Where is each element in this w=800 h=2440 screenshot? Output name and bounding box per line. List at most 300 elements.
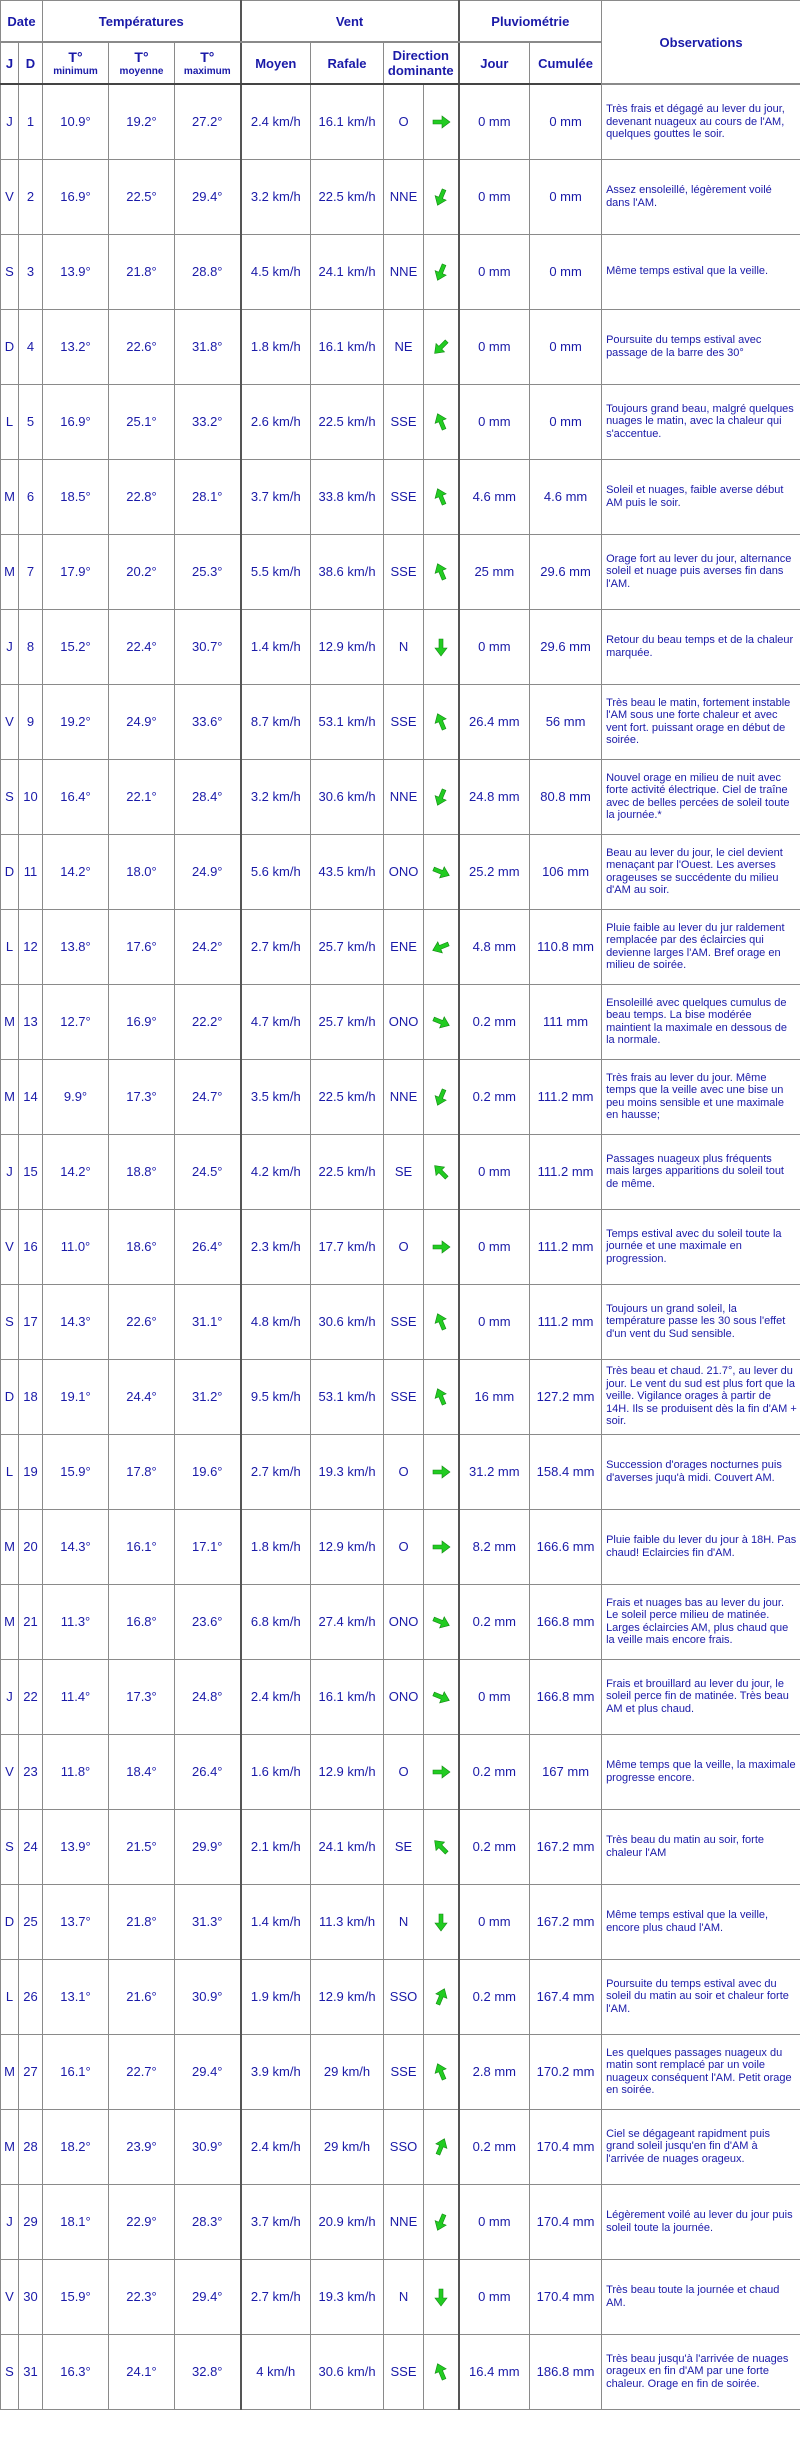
- tmin-cell: 13.9°: [43, 234, 109, 309]
- wind-gust-cell: 43.5 km/h: [311, 834, 384, 909]
- wind-dir-cell: SSE: [384, 459, 424, 534]
- observation-cell: Retour du beau temps et de la chaleur marquée.: [602, 609, 800, 684]
- rain-day-cell: 0 mm: [459, 1209, 530, 1284]
- day-number-cell: 4: [19, 309, 43, 384]
- wind-dir-cell: O: [384, 1734, 424, 1809]
- wind-dir-cell: SSE: [384, 1359, 424, 1434]
- wind-avg-cell: 2.4 km/h: [241, 1659, 311, 1734]
- tmoy-cell: 22.4°: [109, 609, 175, 684]
- wind-gust-cell: 25.7 km/h: [311, 984, 384, 1059]
- tmoy-cell: 22.8°: [109, 459, 175, 534]
- wind-arrow-cell: [424, 309, 459, 384]
- wind-gust-cell: 20.9 km/h: [311, 2184, 384, 2259]
- header-moyen: Moyen: [241, 42, 311, 84]
- day-of-week-cell: V: [1, 684, 19, 759]
- wind-arrow-cell: [424, 1884, 459, 1959]
- wind-avg-cell: 6.8 km/h: [241, 1584, 311, 1659]
- wind-avg-cell: 9.5 km/h: [241, 1359, 311, 1434]
- rain-cumul-cell: 167 mm: [530, 1734, 602, 1809]
- tmax-cell: 29.4°: [175, 159, 241, 234]
- wind-dir-cell: SE: [384, 1809, 424, 1884]
- tmax-cell: 24.5°: [175, 1134, 241, 1209]
- tmin-cell: 13.2°: [43, 309, 109, 384]
- header-vent: Vent: [241, 1, 459, 43]
- observation-cell: Pluie faible au lever du jur raldement remplacée par des éclaircies qui devienne larges l'AM. Bref orage en milieu de soirée.: [602, 909, 800, 984]
- tmin-cell: 18.1°: [43, 2184, 109, 2259]
- table-row: [1, 84, 800, 159]
- day-number-cell: 28: [19, 2109, 43, 2184]
- wind-arrow-cell: [424, 534, 459, 609]
- wind-arrow-icon: [431, 1387, 451, 1407]
- table-row: [1, 1059, 800, 1134]
- wind-dir-cell: SSE: [384, 2334, 424, 2409]
- observation-cell: Pluie faible du lever du jour à 18H. Pas chaud! Eclaircies fin d'AM.: [602, 1509, 800, 1584]
- rain-day-cell: 0.2 mm: [459, 1584, 530, 1659]
- tmin-cell: 12.7°: [43, 984, 109, 1059]
- wind-arrow-cell: [424, 684, 459, 759]
- rain-day-cell: 0 mm: [459, 1884, 530, 1959]
- table-row: [1, 1284, 800, 1359]
- table-row: [1, 1659, 800, 1734]
- tmoy-cell: 16.8°: [109, 1584, 175, 1659]
- day-of-week-cell: L: [1, 384, 19, 459]
- wind-gust-cell: 38.6 km/h: [311, 534, 384, 609]
- wind-avg-cell: 3.9 km/h: [241, 2034, 311, 2109]
- day-of-week-cell: M: [1, 1059, 19, 1134]
- wind-dir-cell: NNE: [384, 759, 424, 834]
- wind-arrow-icon: [431, 1612, 451, 1632]
- day-of-week-cell: S: [1, 1284, 19, 1359]
- header-temperatures: Températures: [43, 1, 241, 43]
- rain-cumul-cell: 170.4 mm: [530, 2109, 602, 2184]
- tmax-cell: 28.1°: [175, 459, 241, 534]
- wind-dir-cell: ONO: [384, 1584, 424, 1659]
- tmax-cell: 26.4°: [175, 1734, 241, 1809]
- rain-day-cell: 2.8 mm: [459, 2034, 530, 2109]
- header-rafale: Rafale: [311, 42, 384, 84]
- rain-day-cell: 8.2 mm: [459, 1509, 530, 1584]
- day-of-week-cell: S: [1, 1809, 19, 1884]
- tmoy-cell: 21.5°: [109, 1809, 175, 1884]
- day-of-week-cell: S: [1, 2334, 19, 2409]
- header-jour-semaine: J: [1, 42, 19, 84]
- wind-dir-cell: NE: [384, 309, 424, 384]
- wind-dir-cell: SSO: [384, 2109, 424, 2184]
- wind-avg-cell: 2.6 km/h: [241, 384, 311, 459]
- rain-cumul-cell: 0 mm: [530, 384, 602, 459]
- wind-arrow-cell: [424, 609, 459, 684]
- tmin-cell: 18.5°: [43, 459, 109, 534]
- rain-cumul-cell: 127.2 mm: [530, 1359, 602, 1434]
- day-of-week-cell: M: [1, 1509, 19, 1584]
- wind-arrow-cell: [424, 1134, 459, 1209]
- rain-day-cell: 0.2 mm: [459, 1059, 530, 1134]
- tmin-cell: 15.9°: [43, 2259, 109, 2334]
- observation-cell: Passages nuageux plus fréquents mais larges apparitions du soleil tout de même.: [602, 1134, 800, 1209]
- day-number-cell: 12: [19, 909, 43, 984]
- day-number-cell: 6: [19, 459, 43, 534]
- observation-cell: Succession d'orages nocturnes puis d'averses juqu'à midi. Couvert AM.: [602, 1434, 800, 1509]
- observation-cell: Poursuite du temps estival avec passage de la barre des 30°: [602, 309, 800, 384]
- tmoy-cell: 19.2°: [109, 84, 175, 159]
- wind-dir-cell: O: [384, 1209, 424, 1284]
- tmax-cell: 24.9°: [175, 834, 241, 909]
- table-row: [1, 309, 800, 384]
- rain-cumul-cell: 29.6 mm: [530, 534, 602, 609]
- rain-day-cell: 24.8 mm: [459, 759, 530, 834]
- tmax-cell: 31.3°: [175, 1884, 241, 1959]
- wind-gust-cell: 16.1 km/h: [311, 1659, 384, 1734]
- tmoy-cell: 25.1°: [109, 384, 175, 459]
- wind-dir-cell: NNE: [384, 159, 424, 234]
- wind-arrow-icon: [431, 2062, 451, 2082]
- wind-avg-cell: 2.7 km/h: [241, 1434, 311, 1509]
- observation-cell: Très beau le matin, fortement instable l'AM sous une forte chaleur et avec vent fort. puissant orage en début de soirée.: [602, 684, 800, 759]
- tmax-cell: 19.6°: [175, 1434, 241, 1509]
- rain-cumul-cell: 167.4 mm: [530, 1959, 602, 2034]
- tmin-cell: 14.2°: [43, 834, 109, 909]
- tmin-cell: 11.0°: [43, 1209, 109, 1284]
- wind-arrow-icon: [431, 862, 451, 882]
- tmax-cell: 33.6°: [175, 684, 241, 759]
- wind-avg-cell: 4 km/h: [241, 2334, 311, 2409]
- rain-day-cell: 0.2 mm: [459, 1734, 530, 1809]
- tmoy-cell: 24.1°: [109, 2334, 175, 2409]
- rain-day-cell: 0 mm: [459, 2184, 530, 2259]
- tmax-cell: 22.2°: [175, 984, 241, 1059]
- rain-cumul-cell: 4.6 mm: [530, 459, 602, 534]
- wind-gust-cell: 22.5 km/h: [311, 159, 384, 234]
- header-pluviometrie: Pluviométrie: [459, 1, 602, 43]
- header-tmin: T° minimum: [43, 42, 109, 84]
- rain-day-cell: 25 mm: [459, 534, 530, 609]
- observation-cell: Très frais au lever du jour. Même temps que la veille avec une bise un peu moins sensible et une maximale en hausse;: [602, 1059, 800, 1134]
- header-pluie-cumulee: Cumulée: [530, 42, 602, 84]
- wind-avg-cell: 4.7 km/h: [241, 984, 311, 1059]
- wind-dir-cell: O: [384, 1434, 424, 1509]
- rain-day-cell: 0.2 mm: [459, 1959, 530, 2034]
- wind-dir-cell: SSE: [384, 684, 424, 759]
- observation-cell: Frais et brouillard au lever du jour, le soleil perce fin de matinée. Très beau AM et plus chaud.: [602, 1659, 800, 1734]
- tmoy-cell: 20.2°: [109, 534, 175, 609]
- wind-avg-cell: 4.5 km/h: [241, 234, 311, 309]
- day-of-week-cell: M: [1, 984, 19, 1059]
- rain-cumul-cell: 111.2 mm: [530, 1284, 602, 1359]
- day-number-cell: 22: [19, 1659, 43, 1734]
- wind-arrow-icon: [431, 487, 451, 507]
- table-row: [1, 234, 800, 309]
- rain-cumul-cell: 158.4 mm: [530, 1434, 602, 1509]
- tmax-cell: 31.1°: [175, 1284, 241, 1359]
- header-tmoy: T° moyenne: [109, 42, 175, 84]
- table-row: [1, 2034, 800, 2109]
- wind-arrow-icon: [431, 1537, 451, 1557]
- tmin-cell: 19.1°: [43, 1359, 109, 1434]
- wind-gust-cell: 16.1 km/h: [311, 84, 384, 159]
- wind-avg-cell: 1.8 km/h: [241, 1509, 311, 1584]
- rain-cumul-cell: 186.8 mm: [530, 2334, 602, 2409]
- wind-gust-cell: 30.6 km/h: [311, 759, 384, 834]
- day-number-cell: 19: [19, 1434, 43, 1509]
- wind-arrow-icon: [431, 2362, 451, 2382]
- tmoy-cell: 22.6°: [109, 1284, 175, 1359]
- wind-arrow-icon: [431, 1162, 451, 1182]
- tmax-cell: 31.2°: [175, 1359, 241, 1434]
- wind-avg-cell: 2.4 km/h: [241, 84, 311, 159]
- tmin-cell: 10.9°: [43, 84, 109, 159]
- wind-dir-cell: O: [384, 84, 424, 159]
- wind-gust-cell: 17.7 km/h: [311, 1209, 384, 1284]
- rain-cumul-cell: 170.4 mm: [530, 2184, 602, 2259]
- tmin-cell: 11.3°: [43, 1584, 109, 1659]
- rain-cumul-cell: 166.8 mm: [530, 1584, 602, 1659]
- table-row: [1, 534, 800, 609]
- tmoy-cell: 17.6°: [109, 909, 175, 984]
- tmax-cell: 27.2°: [175, 84, 241, 159]
- tmin-cell: 16.3°: [43, 2334, 109, 2409]
- tmoy-cell: 18.8°: [109, 1134, 175, 1209]
- tmin-cell: 14.3°: [43, 1284, 109, 1359]
- rain-cumul-cell: 0 mm: [530, 234, 602, 309]
- table-row: [1, 759, 800, 834]
- wind-gust-cell: 24.1 km/h: [311, 234, 384, 309]
- wind-arrow-cell: [424, 1659, 459, 1734]
- wind-arrow-cell: [424, 834, 459, 909]
- wind-arrow-cell: [424, 384, 459, 459]
- wind-avg-cell: 8.7 km/h: [241, 684, 311, 759]
- rain-day-cell: 0 mm: [459, 384, 530, 459]
- day-number-cell: 23: [19, 1734, 43, 1809]
- tmoy-cell: 21.6°: [109, 1959, 175, 2034]
- day-of-week-cell: V: [1, 1209, 19, 1284]
- day-number-cell: 30: [19, 2259, 43, 2334]
- day-of-week-cell: L: [1, 1434, 19, 1509]
- day-number-cell: 7: [19, 534, 43, 609]
- wind-arrow-icon: [431, 1837, 451, 1857]
- wind-gust-cell: 33.8 km/h: [311, 459, 384, 534]
- day-of-week-cell: V: [1, 159, 19, 234]
- day-number-cell: 16: [19, 1209, 43, 1284]
- tmoy-cell: 22.1°: [109, 759, 175, 834]
- wind-arrow-cell: [424, 2034, 459, 2109]
- wind-avg-cell: 4.8 km/h: [241, 1284, 311, 1359]
- tmin-cell: 17.9°: [43, 534, 109, 609]
- rain-day-cell: 0.2 mm: [459, 984, 530, 1059]
- day-of-week-cell: V: [1, 2259, 19, 2334]
- day-number-cell: 9: [19, 684, 43, 759]
- rain-cumul-cell: 111.2 mm: [530, 1059, 602, 1134]
- tmax-cell: 28.8°: [175, 234, 241, 309]
- wind-arrow-icon: [431, 1687, 451, 1707]
- wind-arrow-icon: [431, 2137, 451, 2157]
- day-of-week-cell: L: [1, 909, 19, 984]
- day-of-week-cell: D: [1, 834, 19, 909]
- day-number-cell: 26: [19, 1959, 43, 2034]
- tmin-cell: 9.9°: [43, 1059, 109, 1134]
- header-observations: Observations: [602, 1, 800, 85]
- wind-arrow-icon: [431, 112, 451, 132]
- wind-avg-cell: 5.5 km/h: [241, 534, 311, 609]
- wind-arrow-icon: [431, 1912, 451, 1932]
- tmoy-cell: 21.8°: [109, 1884, 175, 1959]
- day-number-cell: 21: [19, 1584, 43, 1659]
- rain-day-cell: 4.6 mm: [459, 459, 530, 534]
- wind-arrow-cell: [424, 2184, 459, 2259]
- observation-cell: Toujours un grand soleil, la température passe les 30 sous l'effet d'un vent du Sud sensible.: [602, 1284, 800, 1359]
- tmoy-cell: 22.7°: [109, 2034, 175, 2109]
- table-row: [1, 1134, 800, 1209]
- wind-arrow-icon: [431, 1012, 451, 1032]
- wind-arrow-cell: [424, 1809, 459, 1884]
- wind-avg-cell: 1.6 km/h: [241, 1734, 311, 1809]
- observation-cell: Très beau jusqu'à l'arrivée de nuages orageux en fin d'AM par une forte chaleur. Orage en fin de soirée.: [602, 2334, 800, 2409]
- observation-cell: Ciel se dégageant rapidment puis grand soleil jusqu'en fin d'AM à l'arrivée de nuages orageux.: [602, 2109, 800, 2184]
- day-number-cell: 25: [19, 1884, 43, 1959]
- tmin-cell: 11.8°: [43, 1734, 109, 1809]
- wind-arrow-icon: [431, 1762, 451, 1782]
- tmax-cell: 33.2°: [175, 384, 241, 459]
- rain-cumul-cell: 111 mm: [530, 984, 602, 1059]
- tmoy-cell: 17.3°: [109, 1659, 175, 1734]
- day-number-cell: 15: [19, 1134, 43, 1209]
- rain-day-cell: 26.4 mm: [459, 684, 530, 759]
- table-row: [1, 684, 800, 759]
- day-number-cell: 1: [19, 84, 43, 159]
- tmoy-cell: 22.9°: [109, 2184, 175, 2259]
- tmin-cell: 15.2°: [43, 609, 109, 684]
- table-row: [1, 1359, 800, 1434]
- wind-avg-cell: 5.6 km/h: [241, 834, 311, 909]
- tmin-cell: 18.2°: [43, 2109, 109, 2184]
- table-row: [1, 1584, 800, 1659]
- observation-cell: Beau au lever du jour, le ciel devient menaçant par l'Ouest. Les averses orageuses se succédente du milieu d'AM au soir.: [602, 834, 800, 909]
- tmin-cell: 16.4°: [43, 759, 109, 834]
- wind-arrow-icon: [431, 1462, 451, 1482]
- tmin-cell: 15.9°: [43, 1434, 109, 1509]
- wind-arrow-icon: [431, 712, 451, 732]
- wind-arrow-cell: [424, 1434, 459, 1509]
- tmin-cell: 11.4°: [43, 1659, 109, 1734]
- day-of-week-cell: J: [1, 2184, 19, 2259]
- wind-arrow-icon: [431, 1087, 451, 1107]
- wind-gust-cell: 30.6 km/h: [311, 2334, 384, 2409]
- header-pluie-jour: Jour: [459, 42, 530, 84]
- wind-arrow-cell: [424, 1284, 459, 1359]
- header-date: Date: [1, 1, 43, 43]
- observation-cell: Ensoleillé avec quelques cumulus de beau temps. La bise modérée maintient la maximale en dessous de la normale.: [602, 984, 800, 1059]
- day-of-week-cell: J: [1, 609, 19, 684]
- wind-dir-cell: N: [384, 1884, 424, 1959]
- observation-cell: Assez ensoleillé, légèrement voilé dans l'AM.: [602, 159, 800, 234]
- wind-arrow-icon: [431, 262, 451, 282]
- observation-cell: Même temps que la veille, la maximale progresse encore.: [602, 1734, 800, 1809]
- tmax-cell: 24.7°: [175, 1059, 241, 1134]
- rain-cumul-cell: 110.8 mm: [530, 909, 602, 984]
- tmoy-cell: 16.1°: [109, 1509, 175, 1584]
- rain-day-cell: 0 mm: [459, 1659, 530, 1734]
- wind-dir-cell: SE: [384, 1134, 424, 1209]
- day-of-week-cell: S: [1, 759, 19, 834]
- day-of-week-cell: J: [1, 1134, 19, 1209]
- wind-avg-cell: 3.2 km/h: [241, 759, 311, 834]
- tmax-cell: 30.9°: [175, 1959, 241, 2034]
- wind-avg-cell: 2.7 km/h: [241, 2259, 311, 2334]
- wind-arrow-icon: [431, 1987, 451, 2007]
- rain-day-cell: 0 mm: [459, 234, 530, 309]
- tmax-cell: 32.8°: [175, 2334, 241, 2409]
- wind-dir-cell: N: [384, 609, 424, 684]
- wind-gust-cell: 12.9 km/h: [311, 1509, 384, 1584]
- day-number-cell: 24: [19, 1809, 43, 1884]
- tmax-cell: 26.4°: [175, 1209, 241, 1284]
- header-direction: Direction dominante: [384, 42, 459, 84]
- table-body: [1, 84, 800, 2409]
- wind-dir-cell: ONO: [384, 984, 424, 1059]
- observation-cell: Très beau du matin au soir, forte chaleur l'AM: [602, 1809, 800, 1884]
- wind-dir-cell: SSE: [384, 1284, 424, 1359]
- tmax-cell: 25.3°: [175, 534, 241, 609]
- table-row: [1, 1434, 800, 1509]
- wind-gust-cell: 25.7 km/h: [311, 909, 384, 984]
- tmin-cell: 19.2°: [43, 684, 109, 759]
- wind-arrow-cell: [424, 1734, 459, 1809]
- wind-arrow-cell: [424, 84, 459, 159]
- tmoy-cell: 23.9°: [109, 2109, 175, 2184]
- wind-arrow-cell: [424, 2259, 459, 2334]
- tmoy-cell: 18.6°: [109, 1209, 175, 1284]
- tmoy-cell: 18.0°: [109, 834, 175, 909]
- tmax-cell: 29.9°: [175, 1809, 241, 1884]
- wind-arrow-cell: [424, 159, 459, 234]
- observation-cell: Nouvel orage en milieu de nuit avec forte activité électrique. Ciel de traîne avec de belles percées de soleil toute la journée.*: [602, 759, 800, 834]
- rain-cumul-cell: 56 mm: [530, 684, 602, 759]
- day-number-cell: 18: [19, 1359, 43, 1434]
- tmax-cell: 29.4°: [175, 2034, 241, 2109]
- rain-cumul-cell: 106 mm: [530, 834, 602, 909]
- rain-cumul-cell: 29.6 mm: [530, 609, 602, 684]
- wind-arrow-icon: [431, 412, 451, 432]
- observation-cell: Toujours grand beau, malgré quelques nuages le matin, avec la chaleur qui s'accentue.: [602, 384, 800, 459]
- tmax-cell: 31.8°: [175, 309, 241, 384]
- wind-arrow-cell: [424, 1209, 459, 1284]
- wind-gust-cell: 27.4 km/h: [311, 1584, 384, 1659]
- wind-gust-cell: 12.9 km/h: [311, 1734, 384, 1809]
- tmax-cell: 24.2°: [175, 909, 241, 984]
- rain-day-cell: 16.4 mm: [459, 2334, 530, 2409]
- wind-avg-cell: 1.8 km/h: [241, 309, 311, 384]
- observation-cell: Très frais et dégagé au lever du jour, devenant nuageux au cours de l'AM, quelques gouttes le soir.: [602, 84, 800, 159]
- wind-dir-cell: NNE: [384, 2184, 424, 2259]
- table-row: [1, 1809, 800, 1884]
- wind-dir-cell: O: [384, 1509, 424, 1584]
- wind-gust-cell: 16.1 km/h: [311, 309, 384, 384]
- day-of-week-cell: D: [1, 1359, 19, 1434]
- wind-arrow-cell: [424, 1509, 459, 1584]
- observation-cell: Les quelques passages nuageux du matin sont remplacé par un voile nuageux conséquent l'AM. Petit orage en soirée.: [602, 2034, 800, 2109]
- day-of-week-cell: V: [1, 1734, 19, 1809]
- day-of-week-cell: D: [1, 309, 19, 384]
- tmin-cell: 16.9°: [43, 384, 109, 459]
- table-row: [1, 2109, 800, 2184]
- tmoy-cell: 24.4°: [109, 1359, 175, 1434]
- day-of-week-cell: L: [1, 1959, 19, 2034]
- table-row: [1, 159, 800, 234]
- day-of-week-cell: M: [1, 2109, 19, 2184]
- tmax-cell: 17.1°: [175, 1509, 241, 1584]
- tmin-cell: 14.3°: [43, 1509, 109, 1584]
- rain-cumul-cell: 111.2 mm: [530, 1209, 602, 1284]
- wind-arrow-icon: [431, 1237, 451, 1257]
